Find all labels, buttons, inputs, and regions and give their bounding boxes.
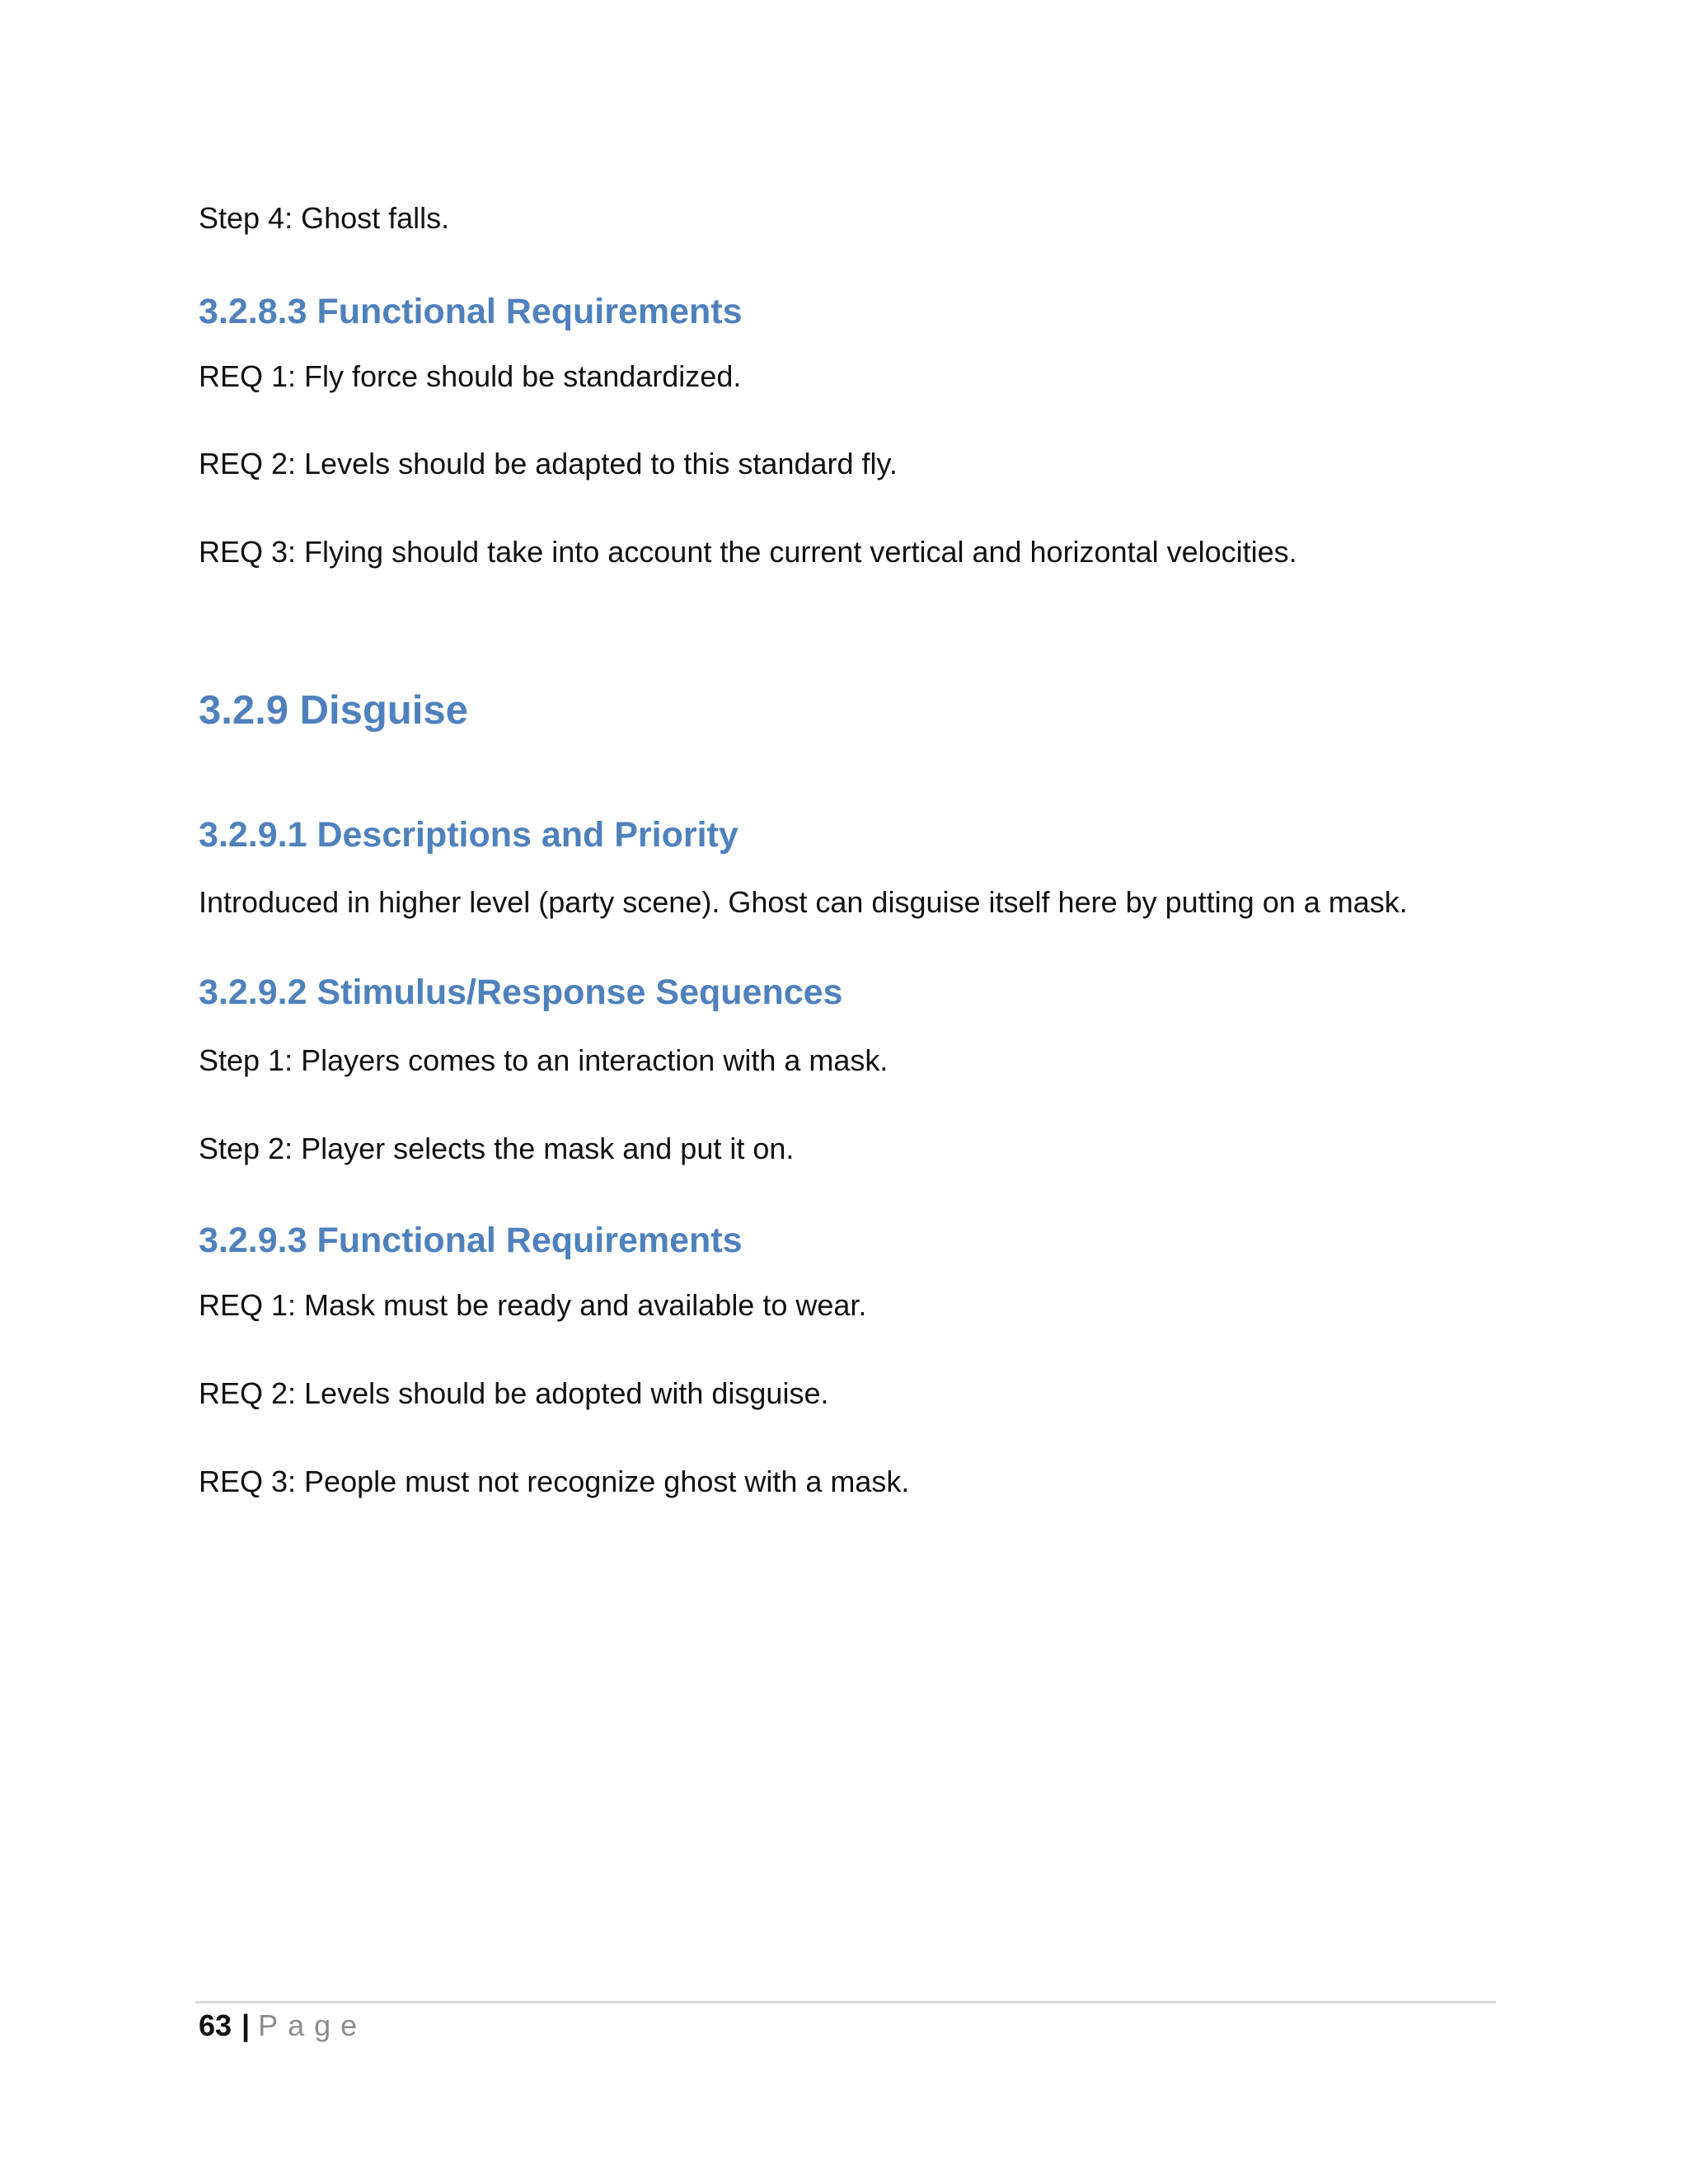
heading-3-2-8-3: 3.2.8.3 Functional Requirements: [199, 292, 743, 331]
paragraph-step-2: Step 2: Player selects the mask and put it on.: [199, 1132, 795, 1165]
heading-3-2-9-2: 3.2.9.2 Stimulus/Response Sequences: [199, 972, 843, 1012]
paragraph-req-2-fly: REQ 2: Levels should be adapted to this standard fly.: [199, 447, 898, 480]
footer-divider: [195, 2001, 1496, 2004]
paragraph-req-3-mask: REQ 3: People must not recognize ghost with a mask.: [199, 1465, 910, 1498]
paragraph-req-3-fly: REQ 3: Flying should take into account the current vertical and horizontal velocities.: [199, 535, 1297, 569]
heading-3-2-9-1: 3.2.9.1 Descriptions and Priority: [199, 815, 738, 855]
paragraph-disguise-description: Introduced in higher level (party scene). Ghost can disguise itself here by putting on a mask.: [199, 885, 1408, 919]
paragraph-step-4: Step 4: Ghost falls.: [199, 201, 450, 235]
paragraph-req-2-mask: REQ 2: Levels should be adopted with disguise.: [199, 1376, 829, 1410]
page-number: 63: [199, 2008, 232, 2042]
page-footer: [199, 2008, 367, 2044]
paragraph-req-1-mask: REQ 1: Mask must be ready and available to wear.: [199, 1288, 867, 1322]
paragraph-req-1-fly: REQ 1: Fly force should be standardized.: [199, 359, 742, 393]
footer-separator: |: [241, 2008, 251, 2042]
paragraph-step-1: Step 1: Players comes to an interaction with a mask.: [199, 1043, 889, 1077]
page-label: Page: [258, 2008, 368, 2042]
heading-3-2-9: 3.2.9 Disguise: [199, 688, 468, 733]
heading-3-2-9-3: 3.2.9.3 Functional Requirements: [199, 1221, 743, 1260]
